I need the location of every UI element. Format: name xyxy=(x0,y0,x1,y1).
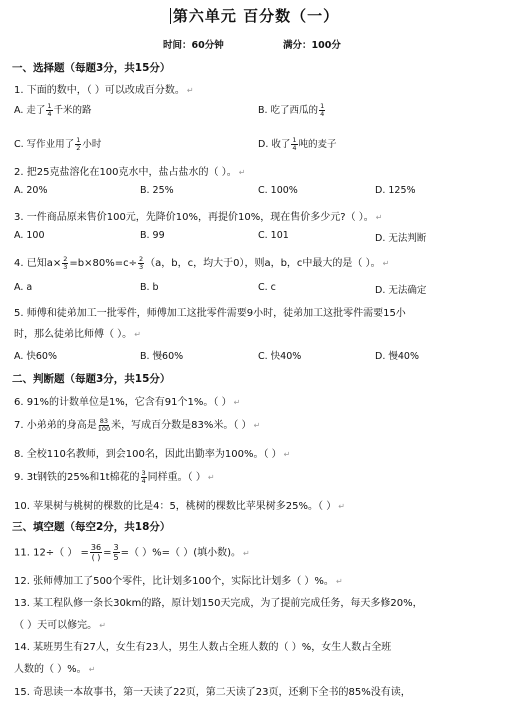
q5-option-b: B. 慢60% xyxy=(140,351,184,362)
q3-option-a: A. 100 xyxy=(14,230,45,241)
question-8: 8. 全校110名教师，到会100名，因此出勤率为100%。（ ） ↵ xyxy=(14,449,291,460)
time-label: 时间：60分钟 xyxy=(163,40,224,51)
question-10: 10. 苹果树与桃树的棵数的比是4：5，桃树的棵数比苹果树多25%。（ ） ↵ xyxy=(14,501,345,512)
score-label: 满分：100分 xyxy=(283,40,341,51)
question-2: 2. 把25克盐溶化在100克水中，盐占盐水的（ ）。 ↵ xyxy=(14,167,246,178)
q3-option-d: D. 无法判断 xyxy=(375,233,427,244)
question-13-line-2: （ ）天可以修完。 ↵ xyxy=(14,620,106,631)
q4-option-d: D. 无法确定 xyxy=(375,285,427,296)
q1-option-d: D. 收了 $\frac{1}{4}$ 吨的麦子 xyxy=(258,136,337,152)
question-4: 4. 已知a× $\frac{2}{3}$ =b×80%=c÷ $\frac{2}{3}$ （a，b，c，均大于0），则a，b，c中最大的是（ ）。 ↵ xyxy=(14,254,390,271)
question-9: 9. 3t钢铁的25%和1t棉花的 $\frac{3}{4}$ 同样重。（ ） ↵ xyxy=(14,468,215,485)
q4-option-a: A. a xyxy=(14,282,33,293)
q4-option-c: C. c xyxy=(258,282,276,293)
q4-option-b: B. b xyxy=(140,282,159,293)
text-cursor xyxy=(170,8,171,24)
q2-option-d: D. 125% xyxy=(375,185,416,196)
q2-option-a: A. 20% xyxy=(14,185,48,196)
question-12: 12. 张师傅加工了500个零件，比计划多100个，实际比计划多（ ）%。 ↵ xyxy=(14,576,343,587)
question-5-line-2: 时，那么徒弟比师傅（ ）。 ↵ xyxy=(14,329,141,340)
q5-option-a: A. 快60% xyxy=(14,351,57,362)
section-judge-heading: 二、判断题（每题3分，共15分） xyxy=(12,373,171,385)
q1-option-c: C. 写作业用了 $\frac{1}{2}$ 小时 xyxy=(14,136,102,152)
q1-option-b: B. 吃了西瓜的 $\frac{1}{4}$ xyxy=(258,102,325,118)
section-fill-heading: 三、填空题（每空2分，共18分） xyxy=(12,521,171,533)
question-11: 11. 12÷（ ） = 36 ( ) = $\frac{3}{5}$ =（ ）%=（ ）(填小数)。 ↵ xyxy=(14,543,250,562)
question-14-line-1: 14. 某班男生有27人，女生有23人，男生人数占全班人数的（ ）%，女生人数占全班 xyxy=(14,642,392,653)
q1-option-a: A. 走了 $\frac{1}{4}$ 千米的路 xyxy=(14,102,92,118)
q2-option-c: C. 100% xyxy=(258,185,298,196)
q5-option-c: C. 快40% xyxy=(258,351,302,362)
question-13-line-1: 13. 某工程队修一条长30km的路，原计划150天完成，为了提前完成任务，每天多修20%， xyxy=(14,598,423,609)
question-14-line-2: 人数的（ ）%。 ↵ xyxy=(14,664,96,675)
q3-option-b: B. 99 xyxy=(140,230,165,241)
question-1: 1. 下面的数中，（ ）可以改成百分数。 ↵ xyxy=(14,85,194,96)
section-choice-heading: 一、选择题（每题3分，共15分） xyxy=(12,62,171,74)
question-15: 15. 奇思读一本故事书，第一天读了22页，第二天读了23页，还剩下全书的85%没有读， xyxy=(14,687,411,698)
q2-option-b: B. 25% xyxy=(140,185,174,196)
q3-option-c: C. 101 xyxy=(258,230,289,241)
question-5-line-1: 5. 师傅和徒弟加工一批零件，师傅加工这批零件需要9小时，徒弟加工这批零件需要15小 xyxy=(14,308,406,319)
q5-option-d: D. 慢40% xyxy=(375,351,419,362)
question-6: 6. 91%的计数单位是1%，它含有91个1%。（ ） ↵ xyxy=(14,397,241,408)
question-3: 3. 一件商品原来售价100元，先降价10%，再提价10%，现在售价多少元?（ ）。 ↵ xyxy=(14,212,383,223)
page-title: 第六单元 百分数（一） xyxy=(0,5,509,26)
question-7: 7. 小弟弟的身高是 $\frac{83}{100}$ 米，写成百分数是83%米。（ ） ↵ xyxy=(14,416,261,433)
